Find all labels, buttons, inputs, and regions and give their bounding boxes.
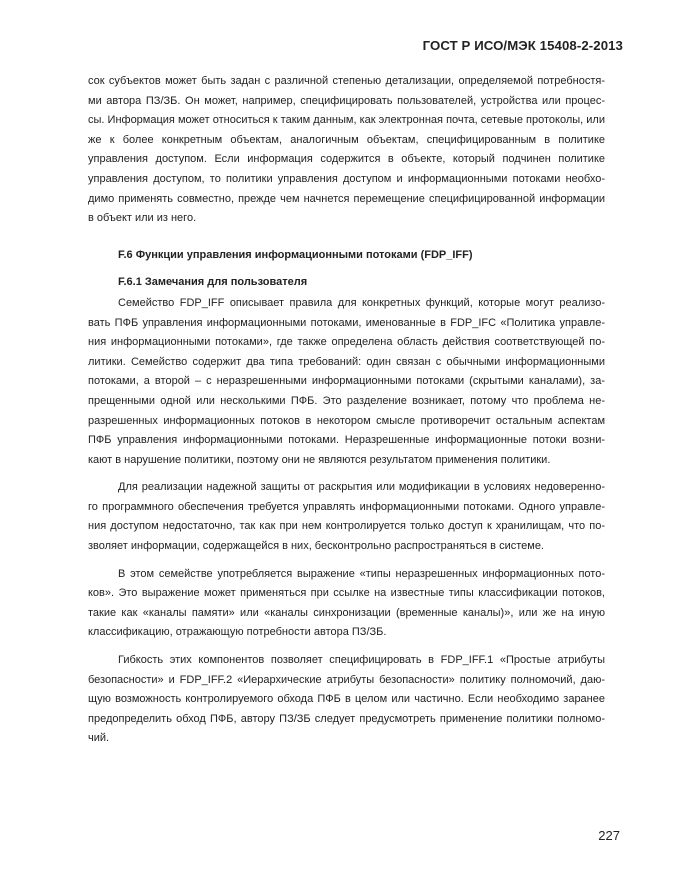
paragraph-4: Гибкость этих компонентов позволяет специфицировать в FDP_IFF.1 «Простые атрибуты безопасности» и FDP_IFF.2 «Иерархические атрибуты безопасности» политику полномочий, даю-щую возможность контролируемого обхода ПФБ в целом или частично. Если необходимо заранее предопределить обход ПФБ, автору ПЗ/ЗБ следует предусмотреть применение политики полномо-чий.	[88, 654, 605, 745]
intro-paragraph: сок субъектов может быть задан с различной степенью детализации, определяемой потребностя-ми автора ПЗ/ЗБ. Он может, например, специфицировать пользователей, устройства или процес-сы. Информация может относиться к таким данным, как электронная почта, сетевые протоколы, или же к более конкретным объектам, аналогичным объектам, специфицированным в политике управления доступом. Если информация содержится в объекте, который подчинен политике управления доступом, то политики управления доступом и информационными потоками необхо-димо применять совместно, прежде чем начнется перемещение специфицированной информации в объект или из него.	[88, 75, 605, 225]
page-number: 227	[598, 828, 620, 843]
section-heading: F.6 Функции управления информационными потоками (FDP_IFF)	[118, 248, 473, 261]
page-body	[88, 72, 605, 749]
document-standard-id: ГОСТ Р ИСО/МЭК 15408-2-2013	[422, 38, 623, 53]
paragraph-2: Для реализации надежной защиты от раскрытия или модификации в условиях недоверенно-го программного обеспечения требуется управлять информационными потоками. Одного управле-ния доступом недостаточно, так как при нем контролируется только доступ к хранилищам, что по-зволяет информации, содержащейся в них, бесконтрольно распространяться в системе.	[88, 481, 605, 553]
subsection-heading: F.6.1 Замечания для пользователя	[118, 276, 308, 289]
paragraph-1: Семейство FDP_IFF описывает правила для конкретных функций, которые могут реализо-вать ПФБ управления информационными потоками, именованные в FDP_IFC «Политика управле-ния информационными потоками», где также определена область действия соответствующей по-литики. Семейство содержит два типа требований: один связан с обычными информационными потоками, а второй – с неразрешенными информационными потоками (скрытыми каналами), за-прещенными одной или несколькими ПФБ. Это разделение возникает, потому что проблема не-разрешенных информационных потоков в некотором смысле противоречит остальным аспектам ПФБ управления информационными потоками. Неразрешенные информационные потоки возни-кают в нарушение политики, поэтому они не являются результатом применения политики.	[88, 296, 605, 466]
paragraph-3: В этом семействе употребляется выражение «типы неразрешенных информационных пото-ков». Это выражение может применяться при ссылке на известные типы классификации потоков, такие как «каналы памяти» или «каналы синхронизации (временные каналы)», или же на иную классификацию, отражающую потребности автора ПЗ/ЗБ.	[88, 567, 605, 639]
